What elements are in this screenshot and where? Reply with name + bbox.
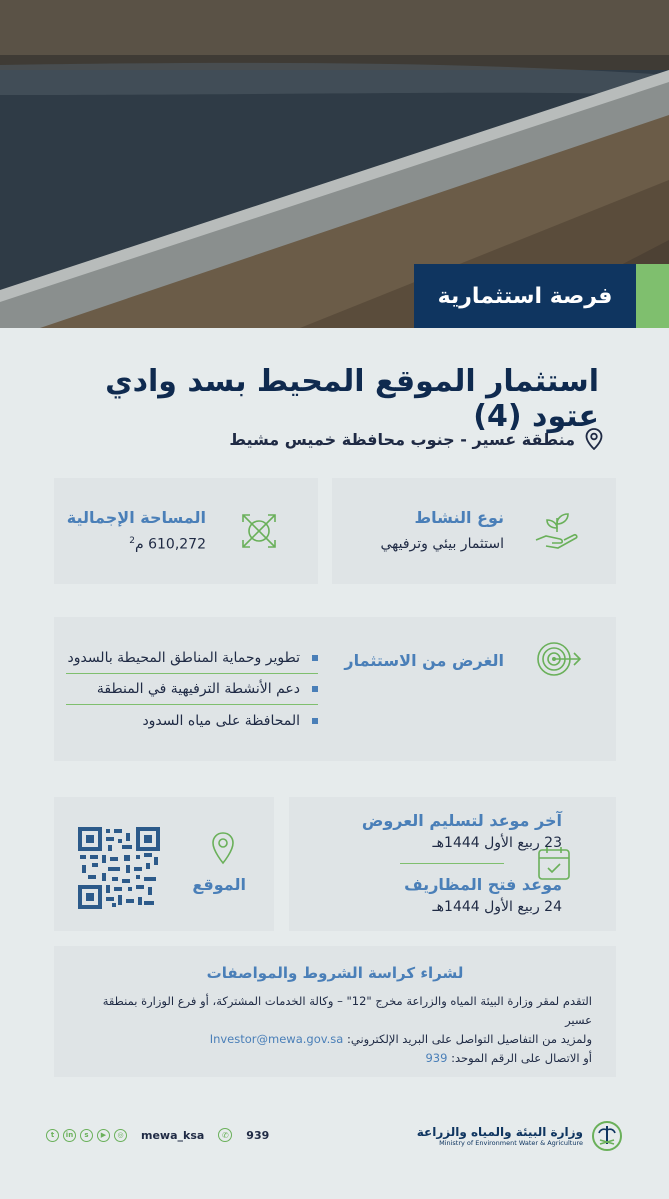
purchase-email-text: ولمزيد من التفاصيل التواصل على البريد الإلكتروني: — [347, 1032, 592, 1046]
purchase-phone-text: أو الاتصال على الرقم الموحد: — [451, 1051, 592, 1065]
purpose-item — [66, 705, 318, 736]
purchase-line-3 — [78, 1049, 592, 1068]
site-card — [54, 797, 274, 931]
activity-card — [332, 478, 616, 584]
purchase-line-2 — [78, 1030, 592, 1049]
purpose-card — [54, 617, 616, 761]
purpose-item — [66, 674, 318, 705]
dates-divider — [400, 863, 504, 864]
area-label: المساحة الإجمالية — [66, 508, 206, 527]
area-unit-superscript: 2 — [129, 536, 135, 546]
instagram-icon[interactable]: ◎ — [114, 1129, 127, 1142]
target-icon — [534, 639, 584, 679]
site-qr-code[interactable] — [78, 827, 160, 909]
twitter-icon[interactable]: t — [46, 1129, 59, 1142]
purchase-card — [54, 946, 616, 1077]
purpose-item-text: دعم الأنشطة الترفيهية في المنطقة — [96, 681, 300, 697]
location-pin-icon — [585, 428, 603, 450]
ministry-logo — [417, 1120, 623, 1152]
ministry-name-en: Ministry of Environment Water & Agriculture — [439, 1139, 583, 1147]
activity-value: استثمار بيئي وترفيهي — [380, 536, 504, 552]
purpose-label: الغرض من الاستثمار — [344, 651, 504, 670]
footer-contacts — [46, 1128, 269, 1142]
purchase-line-1: التقدم لمقر وزارة البيئة المياه والزراعة مخرج "12" – وكالة الخدمات المشتركة، أو فرع الوزارة بمنطقة عسير — [102, 994, 592, 1027]
purpose-item-text: تطوير وحماية المناطق المحيطة بالسدود — [67, 650, 300, 666]
submission-deadline-value: 23 ربيع الأول 1444هـ — [432, 835, 562, 851]
plant-hand-icon — [532, 510, 582, 554]
linkedin-icon[interactable]: in — [63, 1129, 76, 1142]
area-expand-icon — [240, 512, 278, 550]
purchase-details — [54, 992, 616, 1068]
purpose-item — [66, 643, 318, 674]
footer-phone[interactable]: 939 — [246, 1128, 270, 1142]
envelope-opening-value: 24 ربيع الأول 1444هـ — [432, 899, 562, 915]
location-text: منطقة عسير - جنوب محافظة خميس مشيط — [229, 429, 575, 449]
area-number: 610,272 م — [134, 536, 206, 553]
dates-card — [289, 797, 616, 931]
activity-label: نوع النشاط — [414, 508, 504, 527]
area-card — [54, 478, 318, 584]
purchase-email-link[interactable]: Investor@mewa.gov.sa — [209, 1032, 344, 1046]
ministry-name-ar: وزارة البيئة والمياه والزراعة — [416, 1125, 583, 1139]
bullet-square — [312, 655, 318, 661]
site-label: الموقع — [192, 875, 246, 894]
location-row — [229, 428, 603, 450]
page-title: استثمار الموقع المحيط بسد وادي عتود (4) — [105, 364, 599, 434]
badge-accent — [636, 264, 669, 328]
map-pin-icon — [211, 831, 235, 865]
social-handle[interactable]: mewa_ksa — [141, 1128, 205, 1142]
youtube-icon[interactable]: ▶ — [97, 1129, 110, 1142]
purpose-item-text: المحافظة على مياه السدود — [142, 712, 300, 729]
snapchat-icon[interactable]: s — [80, 1129, 93, 1142]
area-value — [129, 536, 206, 553]
purchase-phone-link[interactable]: 939 — [425, 1051, 448, 1065]
submission-deadline-label: آخر موعد لتسليم العروض — [361, 811, 562, 830]
envelope-opening-label: موعد فتح المظاريف — [404, 875, 562, 894]
ministry-emblem-icon — [591, 1120, 623, 1152]
investment-opportunity-badge: فرصة استثمارية — [414, 264, 636, 328]
bullet-square — [312, 718, 318, 724]
phone-icon: ✆ — [218, 1128, 232, 1142]
purchase-title: لشراء كراسة الشروط والمواصفات — [206, 964, 464, 982]
social-icons — [46, 1129, 127, 1142]
bullet-square — [312, 686, 318, 692]
purpose-list — [66, 643, 318, 736]
